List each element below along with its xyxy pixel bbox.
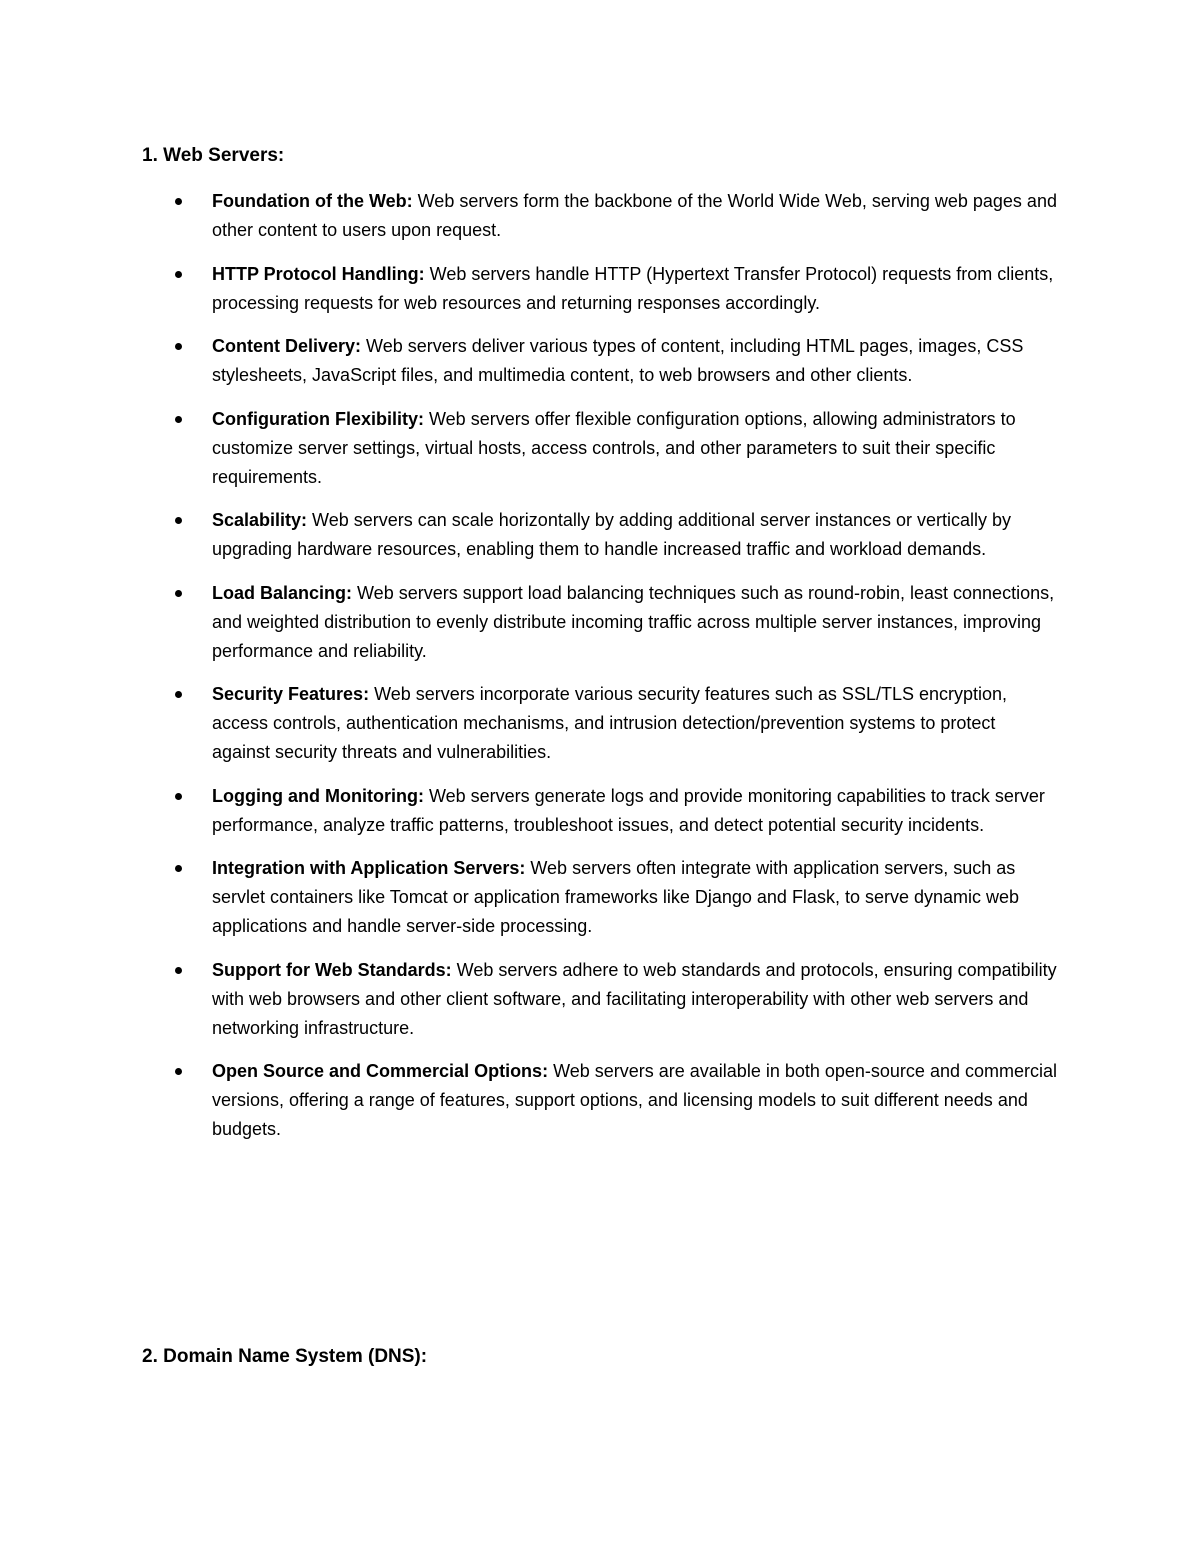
- item-text: Web servers incorporate various security features such as SSL/TLS encryption, access controls, authentication mechanisms, and intrusion detection/prevention systems to protect against security threats and vulnerabilities.: [212, 684, 1008, 762]
- item-term: Load Balancing:: [212, 582, 353, 603]
- bullet-icon: [175, 517, 182, 524]
- list-item: [0, 579, 1057, 666]
- bullet-icon: [175, 865, 182, 872]
- item-text: Web servers often integrate with application servers, such as servlet containers like Tomcat or application frameworks like Django and Flask, to serve dynamic web applications and handle server-side processing.: [212, 858, 1020, 936]
- item-text: Web servers generate logs and provide monitoring capabilities to track server performance, analyze traffic patterns, troubleshoot issues, and detect potential security incidents.: [212, 785, 1045, 835]
- web-servers-bullet-list: [0, 187, 1200, 1159]
- item-term: Integration with Application Servers:: [212, 858, 526, 878]
- list-item: [0, 187, 1057, 245]
- item-term: Scalability:: [212, 510, 308, 530]
- bullet-icon: [175, 343, 182, 350]
- bullet-icon: [175, 967, 182, 974]
- bullet-icon: [175, 1068, 182, 1075]
- item-text: Web servers form the backbone of the World Wide Web, serving web pages and other content to users upon request.: [212, 191, 1057, 240]
- item-text: Web servers are available in both open-source and commercial versions, offering a range of features, support options, and licensing models to suit different needs and budgets.: [212, 1061, 1057, 1139]
- section-heading-dns: [142, 1345, 427, 1369]
- item-term: HTTP Protocol Handling:: [212, 263, 425, 284]
- section-title: Domain Name System (DNS):: [163, 1346, 428, 1367]
- bullet-icon: [175, 271, 182, 278]
- bullet-icon: [175, 793, 182, 800]
- section-number: 2.: [142, 1346, 158, 1367]
- item-term: Foundation of the Web:: [212, 191, 413, 211]
- bullet-icon: [175, 198, 182, 205]
- item-term: Security Features:: [212, 684, 370, 704]
- section-title: Web Servers:: [163, 145, 285, 166]
- bullet-icon: [175, 416, 182, 423]
- list-item: [0, 782, 1057, 840]
- item-term: Logging and Monitoring:: [212, 785, 424, 806]
- list-item: [0, 405, 1057, 492]
- item-text: Web servers adhere to web standards and protocols, ensuring compatibility with web browsers and other client software, and facilitating interoperability with other web servers and networking infrastructure.: [212, 959, 1057, 1038]
- item-term: Configuration Flexibility:: [212, 408, 424, 429]
- list-item: [0, 332, 1057, 390]
- item-text: Web servers deliver various types of content, including HTML pages, images, CSS stylesheets, JavaScript files, and multimedia content, to web browsers and other clients.: [212, 336, 1024, 385]
- list-item: [0, 956, 1057, 1043]
- item-text: Web servers can scale horizontally by adding additional server instances or vertically by upgrading hardware resources, enabling them to handle increased traffic and workload demands.: [212, 510, 1012, 559]
- item-term: Support for Web Standards:: [212, 959, 452, 980]
- item-text: Web servers support load balancing techniques such as round-robin, least connections, and weighted distribution to evenly distribute incoming traffic across multiple server instances, improving performance and reliability.: [212, 582, 1055, 661]
- item-term: Content Delivery:: [212, 336, 362, 356]
- list-item: [0, 1057, 1057, 1144]
- item-text: Web servers handle HTTP (Hypertext Transfer Protocol) requests from clients, processing requests for web resources and returning responses accordingly.: [212, 263, 1054, 313]
- item-term: Open Source and Commercial Options:: [212, 1061, 549, 1081]
- list-item: [0, 854, 1057, 941]
- item-text: Web servers offer flexible configuration options, allowing administrators to customize server settings, virtual hosts, access controls, and other parameters to suit their specific requirements.: [212, 408, 1016, 487]
- bullet-icon: [175, 691, 182, 698]
- list-item: [0, 506, 1057, 564]
- section-number: 1.: [142, 145, 158, 166]
- bullet-icon: [175, 590, 182, 597]
- list-item: [0, 260, 1057, 318]
- section-heading-web-servers: [142, 144, 284, 168]
- list-item: [0, 680, 1057, 767]
